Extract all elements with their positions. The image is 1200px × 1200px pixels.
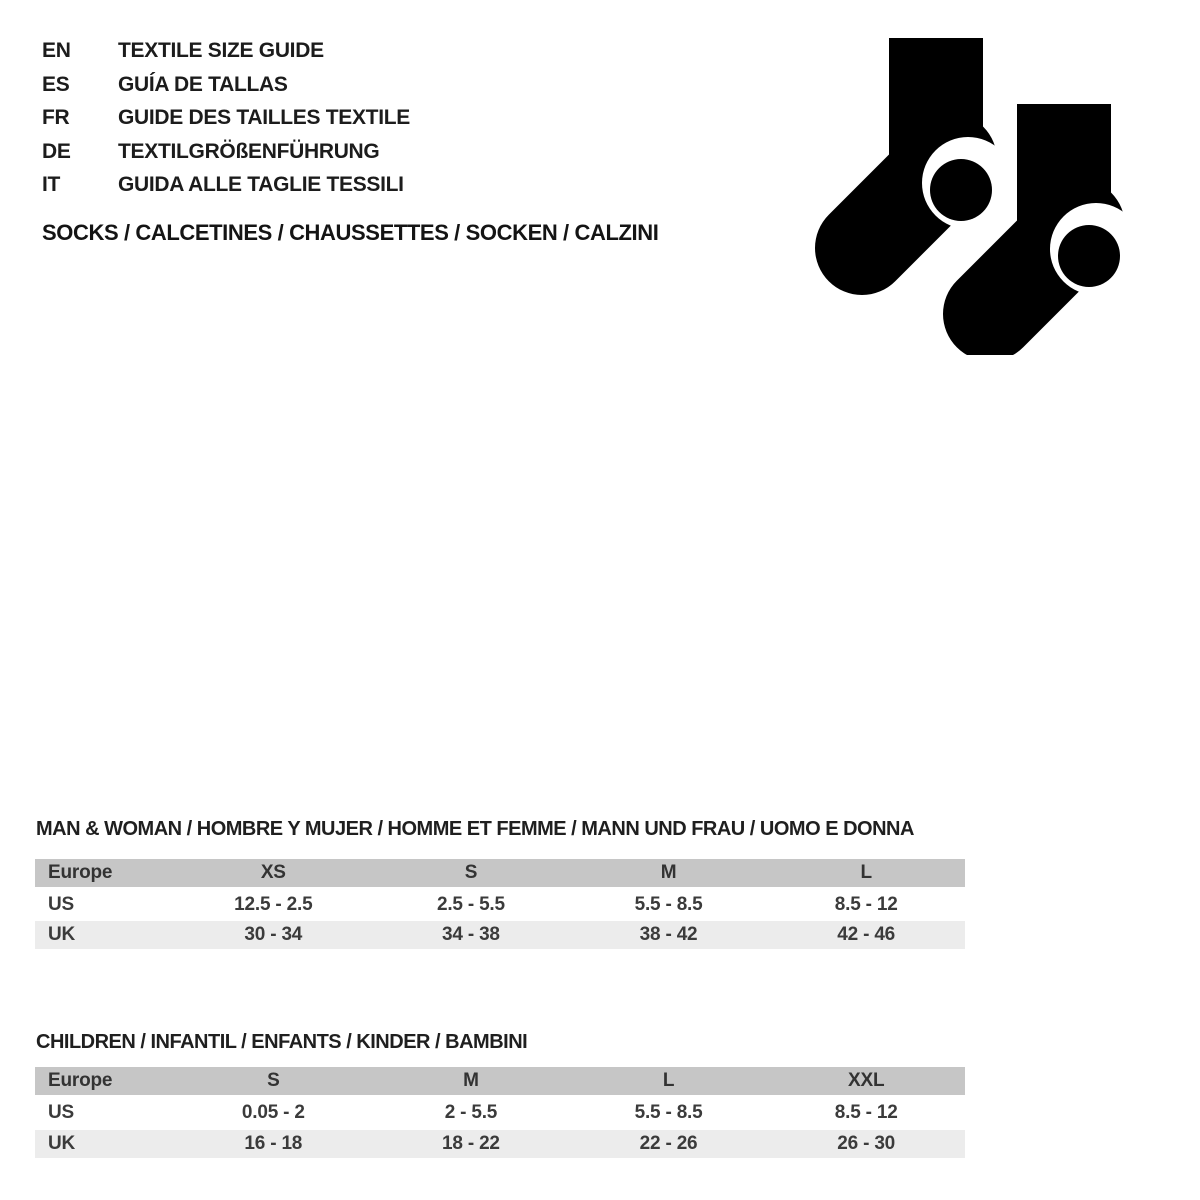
- adults-table-header-row: [35, 859, 965, 887]
- column-header-l: L: [860, 862, 872, 883]
- column-header-europe: Europe: [48, 862, 113, 883]
- size-value: 2.5 - 5.5: [436, 894, 505, 915]
- guide-title-en: TEXTILE SIZE GUIDE: [118, 39, 324, 62]
- language-code: EN: [42, 39, 71, 62]
- size-value: 12.5 - 2.5: [234, 894, 313, 915]
- children-table-title: CHILDREN / INFANTIL / ENFANTS / KINDER / BAMBINI: [36, 1031, 528, 1053]
- size-value: 2 - 5.5: [444, 1102, 498, 1123]
- adults-table-title: MAN & WOMAN / HOMBRE Y MUJER / HOMME ET FEMME / MANN UND FRAU / UOMO E DONNA: [36, 818, 914, 840]
- column-header-s: S: [464, 862, 478, 883]
- row-label-us: US: [48, 1102, 74, 1123]
- column-header-m: M: [660, 862, 677, 883]
- column-header-europe: Europe: [48, 1070, 113, 1091]
- column-header-xxl: XXL: [848, 1070, 885, 1091]
- category-title: SOCKS / CALCETINES / CHAUSSETTES / SOCKEN / CALZINI: [42, 220, 659, 245]
- children-table-row-us: [35, 1099, 965, 1127]
- children-table-header-row: [35, 1067, 965, 1095]
- guide-title-fr: GUIDE DES TAILLES TEXTILE: [118, 106, 410, 129]
- size-value: 5.5 - 8.5: [634, 894, 703, 915]
- language-code: DE: [42, 139, 71, 163]
- size-value: 8.5 - 12: [834, 894, 898, 915]
- language-title-list: [42, 34, 410, 202]
- size-value: 34 - 38: [442, 924, 500, 945]
- size-value: 16 - 18: [244, 1133, 303, 1154]
- language-row-fr: [42, 101, 410, 135]
- column-header-xs: XS: [260, 862, 286, 883]
- size-value: 18 - 22: [442, 1133, 500, 1154]
- size-value: 0.05 - 2: [241, 1102, 305, 1123]
- adults-table-row-uk: [35, 921, 965, 949]
- language-row-it: [42, 168, 410, 202]
- sock-left-icon: [862, 38, 1014, 248]
- column-header-m: M: [463, 1070, 479, 1091]
- row-label-us: US: [48, 894, 74, 915]
- language-code: ES: [42, 72, 70, 96]
- adults-table-row-us: [35, 891, 965, 919]
- row-label-uk: UK: [48, 924, 76, 945]
- size-value: 30 - 34: [244, 924, 303, 945]
- guide-title-it: GUIDA ALLE TAGLIE TESSILI: [118, 173, 404, 196]
- language-row-es: [42, 68, 410, 102]
- size-value: 38 - 42: [639, 924, 698, 945]
- size-value: 42 - 46: [837, 924, 896, 945]
- column-header-s: S: [267, 1070, 280, 1091]
- language-code: FR: [42, 106, 70, 129]
- socks-icon: [800, 20, 1140, 355]
- guide-title-es: GUÍA DE TALLAS: [118, 72, 288, 96]
- size-value: 22 - 26: [639, 1133, 698, 1154]
- guide-title-de: TEXTILGRÖßENFÜHRUNG: [118, 139, 380, 163]
- size-value: 5.5 - 8.5: [634, 1102, 703, 1123]
- sock-right-icon: [990, 104, 1140, 314]
- language-code: IT: [42, 173, 61, 196]
- children-table-row-uk: [35, 1130, 965, 1158]
- language-row-en: [42, 34, 410, 68]
- size-value: 26 - 30: [837, 1133, 896, 1154]
- row-label-uk: UK: [48, 1133, 76, 1154]
- size-value: 8.5 - 12: [834, 1102, 898, 1123]
- column-header-l: L: [662, 1070, 675, 1091]
- language-row-de: [42, 135, 410, 169]
